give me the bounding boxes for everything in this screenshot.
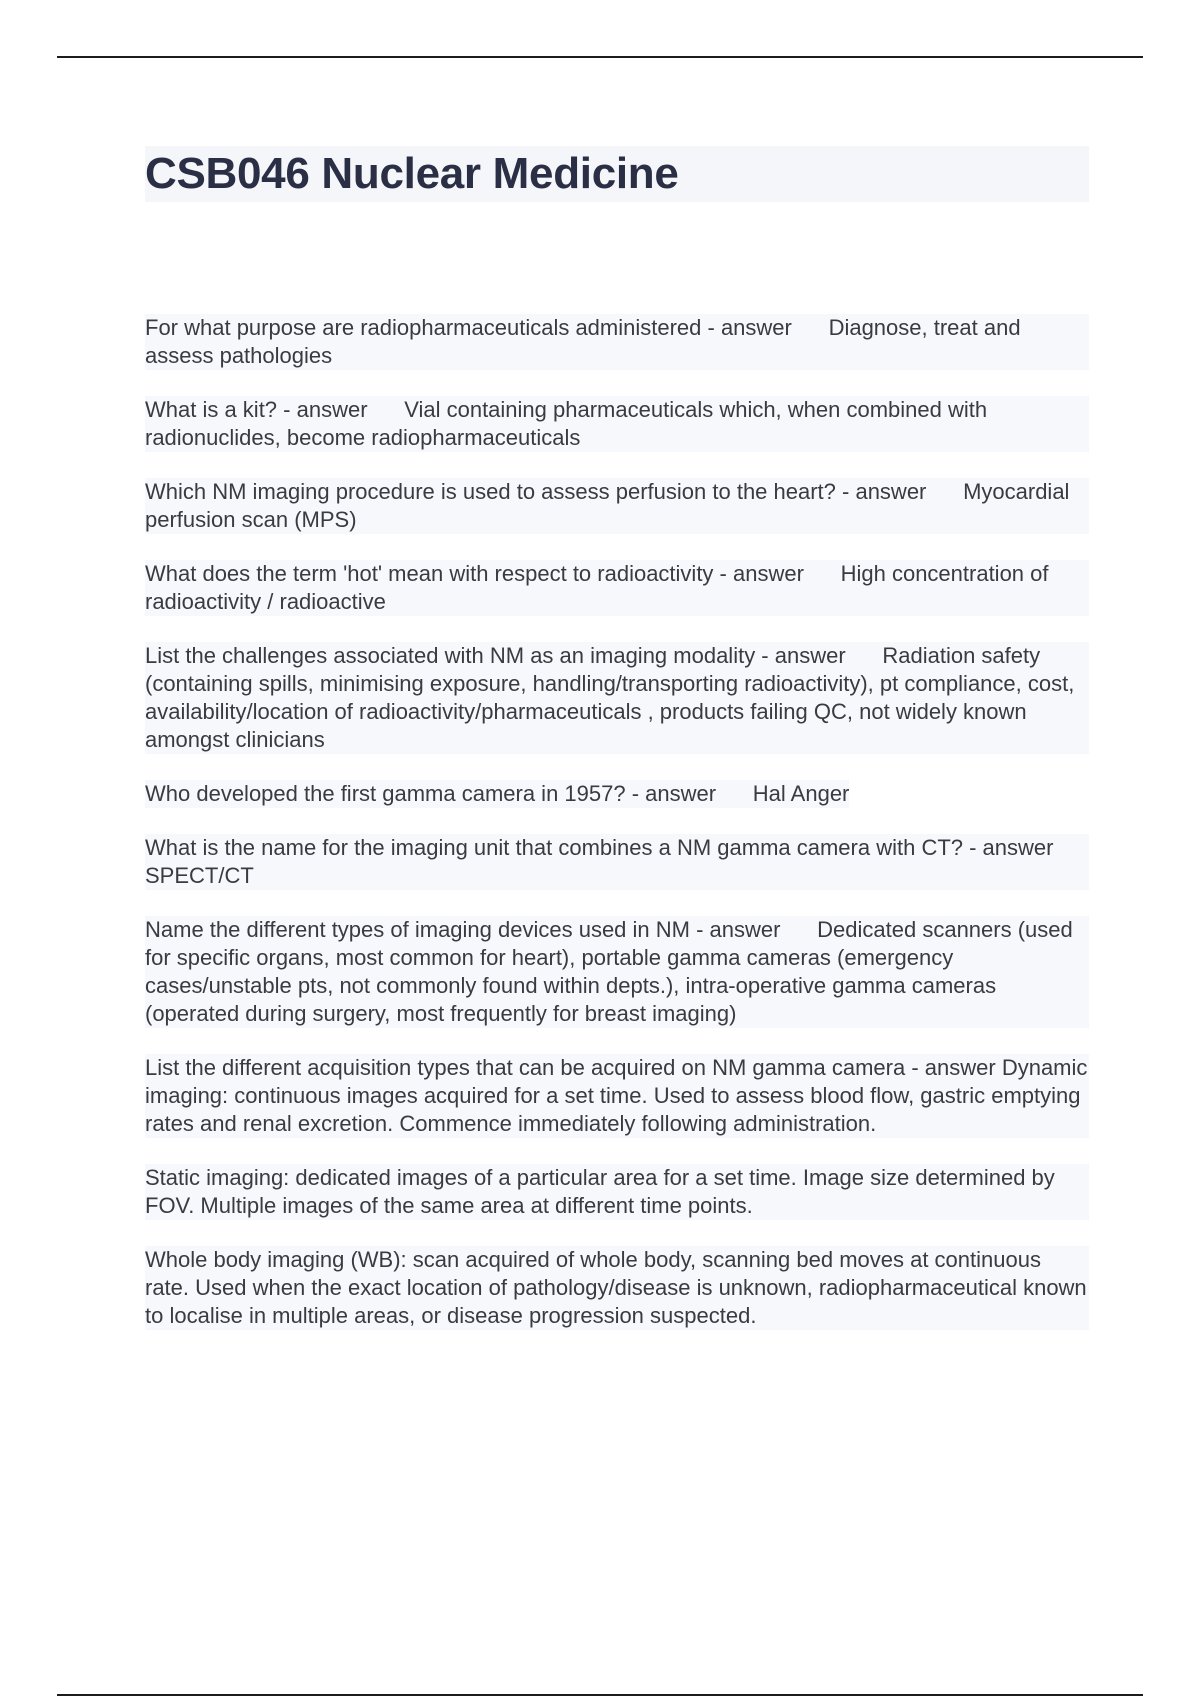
answer-text: SPECT/CT <box>145 863 254 888</box>
question-text: What is a kit? - answer <box>145 397 368 422</box>
qa-item <box>145 396 1089 452</box>
question-text: List the challenges associated with NM as an imaging modality - answer <box>145 643 846 668</box>
title-block <box>145 146 1089 202</box>
question-text: What does the term 'hot' mean with respect to radioactivity - answer <box>145 561 804 586</box>
question-text: Name the different types of imaging devices used in NM - answer <box>145 917 781 942</box>
question-text: What is the name for the imaging unit that combines a NM gamma camera with CT? - answer <box>145 835 1054 860</box>
qa-item <box>145 314 1089 370</box>
answer-text: Dynamic imaging: continuous images acquired for a set time. Used to assess blood flow, gastric emptying rates and renal excretion. Commence immediately following administration. <box>145 1055 1094 1136</box>
question-text: Who developed the first gamma camera in 1957? - answer <box>145 781 717 806</box>
top-rule <box>57 56 1143 58</box>
qa-list <box>145 314 1094 1356</box>
qa-item <box>145 916 1089 1028</box>
answer-text: Radiation safety (containing spills, minimising exposure, handling/transporting radioactivity), pt compliance, cost, availability/location of radioactivity/pharmaceuticals , products failing QC, not widely known amongst clinicians <box>145 643 1081 752</box>
qa-item <box>145 642 1089 754</box>
question-text: Which NM imaging procedure is used to assess perfusion to the heart? - answer <box>145 479 927 504</box>
answer-text: Myocardial perfusion scan (MPS) <box>145 479 1076 532</box>
answer-text: Dedicated scanners (used for specific organs, most common for heart), portable gamma cameras (emergency cases/unstable pts, not commonly found within depts.), intra-operative gamma cameras (operated during surgery, most frequently for breast imaging) <box>145 917 1079 1026</box>
qa-item <box>145 560 1089 616</box>
page-title: CSB046 Nuclear Medicine <box>145 149 679 198</box>
answer-text: Vial containing pharmaceuticals which, when combined with radionuclides, become radiopharmaceuticals <box>145 397 994 450</box>
qa-item <box>145 478 1089 534</box>
qa-item <box>145 834 1089 890</box>
answer-text: Hal Anger <box>752 781 850 806</box>
document-body <box>145 146 1094 1356</box>
answer-text: Diagnose, treat and assess pathologies <box>145 315 1027 368</box>
question-text: For what purpose are radiopharmaceuticals administered - answer <box>145 315 792 340</box>
qa-item <box>145 1054 1094 1138</box>
question-text: List the different acquisition types that can be acquired on NM gamma camera - answer <box>145 1055 996 1080</box>
paragraph: Static imaging: dedicated images of a particular area for a set time. Image size determined by FOV. Multiple images of the same area at different time points. <box>145 1164 1089 1220</box>
qa-item <box>145 780 849 808</box>
bottom-rule <box>57 1694 1143 1696</box>
answer-text: High concentration of radioactivity / radioactive <box>145 561 1055 614</box>
paragraph: Whole body imaging (WB): scan acquired of whole body, scanning bed moves at continuous rate. Used when the exact location of pathology/disease is unknown, radiopharmaceutical known to localise in multiple areas, or disease progression suspected. <box>145 1247 1093 1328</box>
